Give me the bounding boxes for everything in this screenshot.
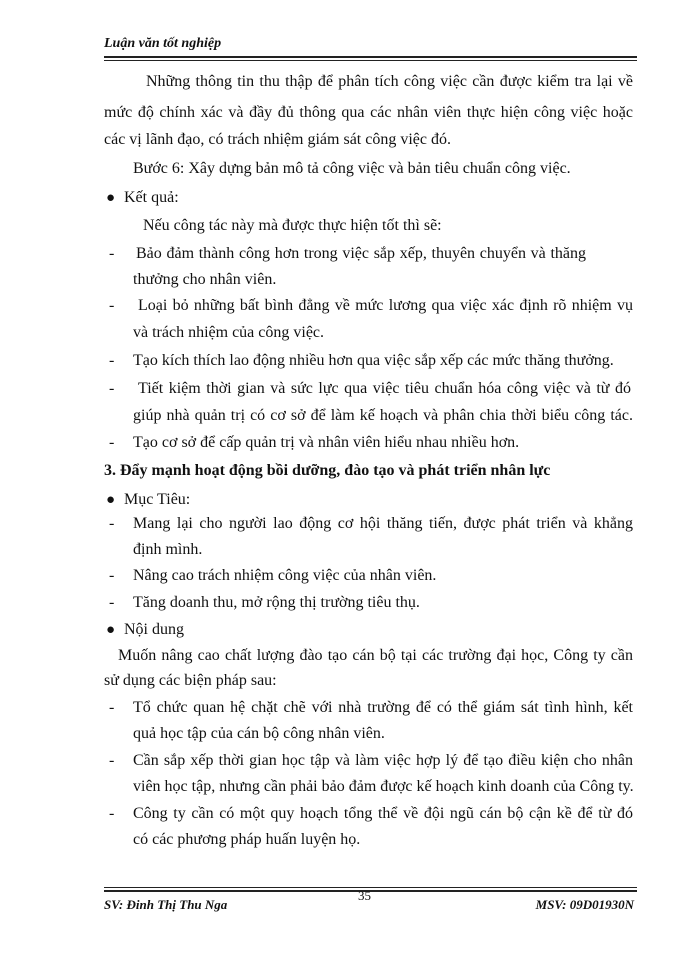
list-item-line: và trách nhiệm của công việc.: [133, 324, 325, 341]
list-item-line: Bảo đảm thành công hơn trong việc sắp xếp, thuyên chuyển và thăng: [136, 245, 586, 262]
page-number: 35: [358, 888, 371, 903]
step-6-line: Bước 6: Xây dựng bản mô tả công việc và bản tiêu chuẩn công việc.: [133, 160, 571, 177]
list-item-line: Cần sắp xếp thời gian học tập và làm việc hợp lý để tạo điều kiện cho nhân: [133, 752, 633, 769]
section-heading: 3. Đẩy mạnh hoạt động bồi dưỡng, đào tạo và phát triển nhân lực: [104, 462, 551, 479]
footer-student-name: SV: Đinh Thị Thu Nga: [104, 897, 228, 912]
list-item-line: Tạo cơ sở để cấp quản trị và nhân viên hiểu nhau nhiều hơn.: [133, 434, 520, 451]
dash-icon: -: [109, 515, 115, 532]
page-header-title: Luận văn tốt nghiệp: [104, 36, 222, 51]
list-item-line: Tạo kích thích lao động nhiều hơn qua việc sắp xếp các mức thăng thưởng.: [133, 352, 614, 369]
bullet-icon: ●: [106, 190, 116, 206]
list-item-line: thưởng cho nhân viên.: [133, 271, 277, 288]
paragraph-line: Muốn nâng cao chất lượng đào tạo cán bộ tại các trường đại học, Công ty cần: [118, 647, 633, 664]
list-item-line: có các phương pháp huấn luyện họ.: [133, 831, 361, 848]
result-intro: Nếu công tác này mà được thực hiện tốt thì sẽ:: [143, 217, 442, 234]
result-heading: Kết quả:: [124, 189, 179, 206]
paragraph-line: Những thông tin thu thập để phân tích công việc cần được kiểm tra lại về: [146, 73, 633, 90]
paragraph-line: các vị lãnh đạo, có trách nhiệm giám sát công việc đó.: [104, 131, 451, 148]
dash-icon: -: [109, 352, 115, 369]
dash-icon: -: [109, 805, 115, 822]
bullet-icon: ●: [106, 492, 116, 508]
dash-icon: -: [109, 567, 115, 584]
dash-icon: -: [109, 245, 115, 262]
list-item-line: Tăng doanh thu, mở rộng thị trường tiêu thụ.: [133, 594, 420, 611]
dash-icon: -: [109, 699, 115, 716]
dash-icon: -: [109, 594, 115, 611]
list-item-line: Công ty cần có một quy hoạch tổng thể về đội ngũ cán bộ cận kề để từ đó: [133, 805, 633, 822]
list-item-line: Nâng cao trách nhiệm công việc của nhân viên.: [133, 567, 437, 584]
content-heading: Nội dung: [124, 621, 184, 638]
list-item-line: Loại bỏ những bất bình đẳng về mức lương qua việc xác định rõ nhiệm vụ: [138, 297, 633, 314]
dash-icon: -: [109, 434, 115, 451]
dash-icon: -: [109, 380, 115, 397]
list-item-line: định mình.: [133, 541, 203, 558]
list-item-line: Tiết kiệm thời gian và sức lực qua việc tiêu chuẩn hóa công việc và từ đó: [138, 380, 631, 397]
paragraph-line: sử dụng các biện pháp sau:: [104, 672, 277, 689]
list-item-line: viên học tập, nhưng cần phải bảo đảm được kế hoạch kinh doanh của Công ty.: [133, 778, 634, 795]
goal-heading: Mục Tiêu:: [124, 491, 191, 508]
bullet-icon: ●: [106, 622, 116, 638]
list-item-line: giúp nhà quản trị có cơ sở để làm kế hoạch và phân chia thời biểu công tác.: [133, 407, 633, 424]
list-item-line: Mang lại cho người lao động cơ hội thăng tiến, được phát triển và khẳng: [133, 515, 633, 532]
dash-icon: -: [109, 752, 115, 769]
list-item-line: quả học tập của cán bộ công nhân viên.: [133, 725, 385, 742]
list-item-line: Tổ chức quan hệ chặt chẽ với nhà trường để có thể giám sát tình hình, kết: [133, 699, 633, 716]
footer-student-id: MSV: 09D01930N: [535, 897, 634, 912]
dash-icon: -: [109, 297, 115, 314]
paragraph-line: mức độ chính xác và đầy đủ thông qua các nhân viên thực hiện công việc hoặc: [104, 104, 633, 121]
